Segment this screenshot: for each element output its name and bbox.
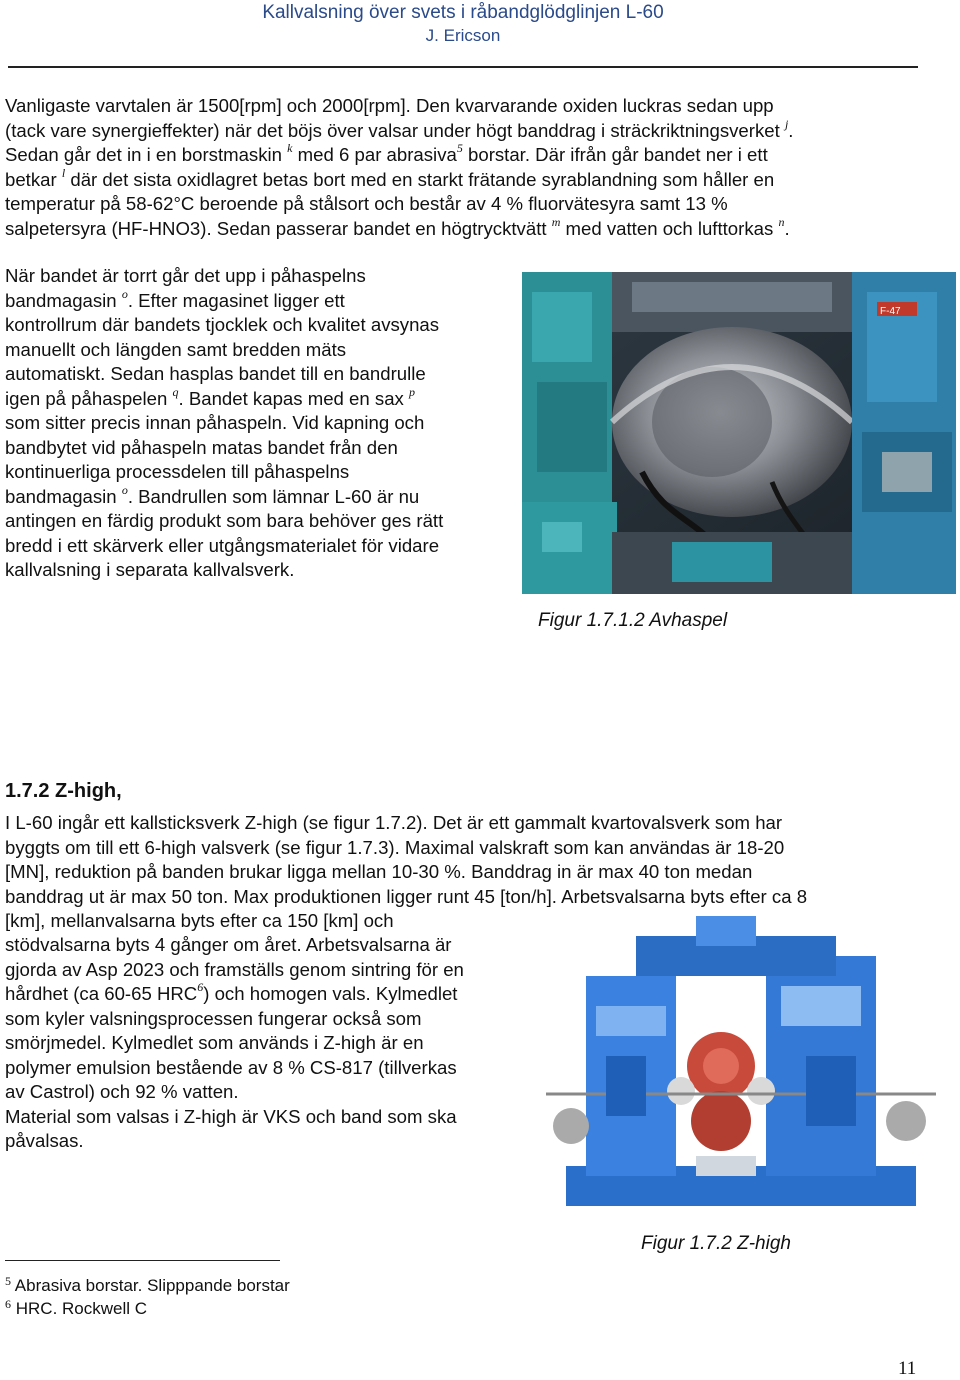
text-segment: påvalsas. [5, 1130, 84, 1151]
footnote-rule [5, 1260, 280, 1261]
section-wrap-paragraph [5, 933, 464, 1154]
footnote-6-text: HRC. Rockwell C [15, 1299, 148, 1318]
superscript-ref: 6 [197, 980, 204, 994]
text-segment: [MN], reduktion på banden brukar ligga mellan 10-30 %. Banddrag in är max 40 ton medan [5, 861, 753, 882]
document-author: J. Ericson [425, 26, 501, 45]
superscript-ref: 5 [456, 141, 463, 155]
text-line [5, 885, 807, 910]
figure-avhaspel-caption: Figur 1.7.1.2 Avhaspel [538, 610, 728, 631]
text-segment: borstar. Där ifrån går bandet ner i ett [462, 144, 768, 165]
text-segment: igen på påhaspelen [5, 387, 173, 409]
text-segment: bandbytet vid påhaspeln matas bandet från den [5, 436, 398, 458]
text-segment: kontrollrum där bandets tjocklek och kvalitet avsynas [5, 314, 440, 335]
text-segment: I L-60 ingår ett kallsticksverk Z-high (se figur 1.7.2). Det är ett gammalt kvartovalsverk som har [5, 812, 783, 833]
text-segment: bandmagasin [5, 289, 122, 311]
figure-avhaspel-photo [522, 272, 956, 594]
text-segment: manuellt och längden samt bredden mäts [5, 338, 347, 360]
text-line [5, 460, 443, 485]
superscript-ref: m [551, 214, 561, 229]
text-segment: av Castrol) och 92 % vatten. [5, 1081, 239, 1102]
text-segment: polymer emulsion bestående av 8 % CS-817 (tillverkas [5, 1056, 457, 1078]
text-segment: . Bandrullen som lämnar L-60 är nu [127, 485, 420, 507]
text-segment: stödvalsarna byts 4 gånger om året. Arbetsvalsarna är [5, 934, 452, 955]
intro-paragraph [5, 94, 793, 241]
text-line [5, 264, 443, 289]
text-line [5, 482, 443, 510]
superscript-ref: k [287, 141, 293, 155]
text-segment: där det sista oxidlagret betas bort med en starkt frätande syrablandning som håller en [65, 168, 775, 190]
text-line [5, 558, 443, 583]
text-segment: kontinuerliga processdelen till påhaspelns [5, 461, 350, 482]
text-segment: . Efter magasinet ligger ett [127, 289, 345, 311]
text-segment: temperatur på 58-62°C beroende på stålsort och består av 4 % fluorvätesyra samt 13 % [5, 193, 728, 214]
superscript-ref: p [409, 384, 415, 399]
superscript-ref: j [784, 116, 789, 131]
text-line [5, 362, 443, 387]
header-rule [8, 66, 918, 68]
text-line [5, 860, 807, 885]
figure-z-high-illustration [546, 916, 936, 1232]
text-segment: . [784, 217, 790, 239]
figure-z-high-caption: Figur 1.7.2 Z-high [641, 1233, 791, 1254]
text-line [5, 214, 793, 242]
text-segment: banddrag ut är max 50 ton. Max produktionen ligger runt 45 [ton/h]. Arbetsvalsarna byts efter ca 8 [5, 885, 808, 907]
text-line [5, 1129, 464, 1154]
text-line [5, 534, 443, 559]
text-line [5, 286, 443, 314]
wrap-paragraph-1 [5, 264, 443, 583]
text-segment: bredd i ett skärverk eller utgångsmaterialet för vidare [5, 534, 440, 556]
text-line [5, 1056, 464, 1081]
text-line [5, 811, 807, 836]
text-line [5, 958, 464, 983]
text-line [5, 192, 793, 217]
text-line [5, 836, 807, 861]
text-segment: . [788, 119, 794, 141]
text-segment: (tack vare synergieffekter) när det böjs över valsar under högt banddrag i sträckriktningsverket [5, 119, 785, 141]
page-number: 11 [898, 1358, 917, 1379]
text-segment: Vanligaste varvtalen är 1500[rpm] och 2000[rpm]. Den kvarvarande oxiden luckras sedan upp [5, 95, 774, 116]
text-segment: salpetersyra (HF-HNO3). Sedan passerar bandet en högtrycktvätt [5, 217, 552, 239]
footnote-6 [5, 1293, 147, 1320]
text-segment: antingen en färdig produkt som bara behöver ges rätt [5, 510, 444, 531]
text-line [5, 982, 464, 1007]
text-segment: byggts om till ett 6-high valsverk (se figur 1.7.3). Maximal valskraft som kan användas är 18-20 [5, 836, 785, 858]
text-line [5, 338, 443, 363]
text-line [5, 933, 464, 958]
text-segment: smörjmedel. Kylmedlet som används i Z-high är en [5, 1032, 424, 1053]
text-line [5, 143, 793, 168]
text-segment: När bandet är torrt går det upp i påhaspelns [5, 265, 366, 286]
superscript-ref: l [61, 165, 66, 180]
text-line [5, 1007, 464, 1032]
section-heading: 1.7.2 Z-high, [5, 780, 122, 802]
text-line [5, 1080, 464, 1105]
text-segment: bandmagasin [5, 485, 122, 507]
text-segment: betkar [5, 168, 62, 190]
figure-avhaspel-label: F-47 [880, 306, 901, 317]
text-segment: [km], mellanvalsarna byts efter ca 150 [km] och [5, 910, 394, 931]
text-line [5, 313, 443, 338]
text-line [5, 411, 443, 436]
text-line [5, 1031, 464, 1056]
footnote-5-number: 5 [5, 1274, 11, 1288]
text-segment: automatiskt. Sedan hasplas bandet till en bandrulle [5, 363, 426, 384]
text-line [5, 116, 794, 144]
superscript-ref: q [172, 384, 179, 399]
text-segment: gjorda av Asp 2023 och framställs genom sintring för en [5, 958, 464, 980]
footnote-6-number: 6 [5, 1297, 11, 1311]
superscript-ref: o [121, 482, 128, 497]
text-segment: hårdhet (ca 60-65 HRC [5, 983, 198, 1004]
superscript-ref: o [121, 286, 128, 301]
text-segment: Sedan går det in i en borstmaskin [5, 144, 288, 165]
text-line [5, 384, 443, 412]
text-segment: som sitter precis innan påhaspeln. Vid kapning och [5, 412, 425, 433]
text-line [5, 94, 793, 119]
text-line [5, 165, 793, 193]
footnote-5-text: Abrasiva borstar. Slipppande borstar [14, 1276, 290, 1295]
text-segment: ) och homogen vals. Kylmedlet [203, 983, 458, 1004]
text-segment: . Bandet kapas med en sax [178, 387, 409, 409]
document-title: Kallvalsning över svets i råbandglödglinjen L-60 [262, 2, 664, 23]
text-line [5, 1105, 464, 1130]
text-segment: kallvalsning i separata kallvalsverk. [5, 559, 295, 580]
text-segment: med 6 par abrasiva [292, 144, 457, 165]
text-segment: Material som valsas i Z-high är VKS och band som ska [5, 1105, 457, 1127]
text-segment: med vatten och lufttorkas [560, 217, 779, 239]
text-line [5, 436, 443, 461]
text-segment: som kyler valsningsprocessen fungerar också som [5, 1007, 422, 1029]
text-line [5, 509, 443, 534]
superscript-ref: n [778, 214, 785, 229]
